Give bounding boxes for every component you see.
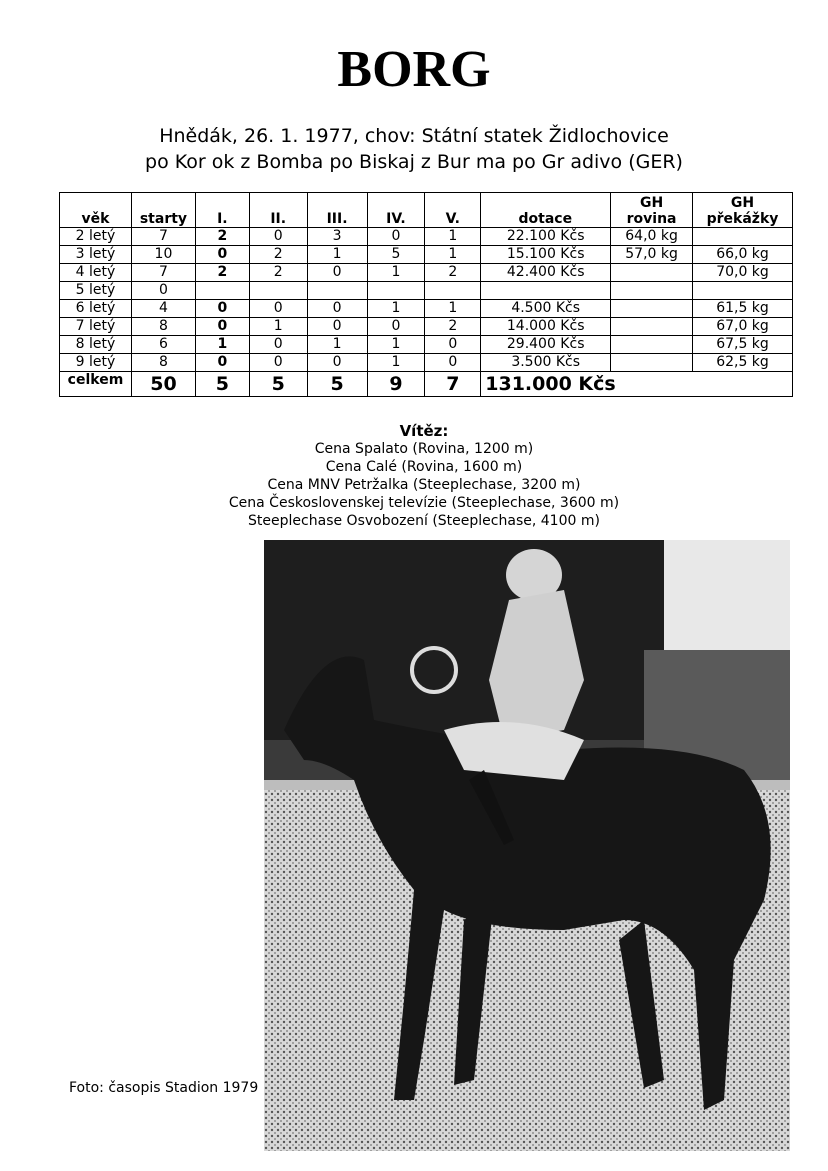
victories-heading: Vítěz: bbox=[399, 422, 449, 440]
table-row bbox=[60, 282, 793, 300]
photo-caption: Foto: časopis Stadion 1979 bbox=[69, 1080, 259, 1096]
table-cell-gh-flat bbox=[611, 354, 693, 372]
table-cell-p1: 2 bbox=[195, 264, 249, 282]
table-cell-prize: 14.000 Kčs bbox=[481, 318, 611, 336]
gh-sub: překážky bbox=[706, 211, 779, 227]
table-cell-starts: 8 bbox=[131, 318, 195, 336]
page-title: BORG bbox=[337, 41, 491, 98]
table-cell-age: 3 letý bbox=[60, 246, 132, 264]
total-cell-p5: 7 bbox=[425, 372, 481, 397]
table-cell-p1: 0 bbox=[195, 246, 249, 264]
victories-section bbox=[0, 422, 828, 530]
table-cell-p5: 0 bbox=[425, 336, 481, 354]
table-total-row bbox=[60, 372, 793, 397]
table-cell-starts: 7 bbox=[131, 264, 195, 282]
total-cell-p1: 5 bbox=[195, 372, 249, 397]
table-cell-starts: 8 bbox=[131, 354, 195, 372]
table-cell-gh-flat: 64,0 kg bbox=[611, 228, 693, 246]
total-cell-p3: 5 bbox=[307, 372, 367, 397]
table-cell-prize: 4.500 Kčs bbox=[481, 300, 611, 318]
table-row bbox=[60, 228, 793, 246]
table-cell-p1: 1 bbox=[195, 336, 249, 354]
table-cell-p2: 0 bbox=[249, 300, 307, 318]
table-cell-starts: 0 bbox=[131, 282, 195, 300]
table-cell-p4: 1 bbox=[367, 336, 425, 354]
table-cell-gh-flat bbox=[611, 300, 693, 318]
table-cell-p3: 0 bbox=[307, 264, 367, 282]
table-cell-p2: 2 bbox=[249, 246, 307, 264]
victory-item: Steeplechase Osvobození (Steeplechase, 4100 m) bbox=[248, 513, 600, 529]
table-row bbox=[60, 336, 793, 354]
table-cell-p1: 0 bbox=[195, 354, 249, 372]
table-row bbox=[60, 264, 793, 282]
table-cell-age: 7 letý bbox=[60, 318, 132, 336]
table-cell-age: 6 letý bbox=[60, 300, 132, 318]
total-cell-label: celkem bbox=[60, 372, 132, 397]
table-cell-p3: 0 bbox=[307, 318, 367, 336]
table-cell-prize: 3.500 Kčs bbox=[481, 354, 611, 372]
table-cell-p3: 0 bbox=[307, 300, 367, 318]
horse-photo-drawing bbox=[264, 540, 790, 1151]
col-header bbox=[611, 193, 693, 228]
table-row bbox=[60, 300, 793, 318]
col-header: IV. bbox=[367, 193, 425, 228]
table-cell-gh-flat bbox=[611, 318, 693, 336]
gh-label: GH bbox=[639, 195, 664, 211]
table-cell-gh-jump: 67,0 kg bbox=[693, 318, 793, 336]
table-cell-p5: 1 bbox=[425, 228, 481, 246]
table-cell-starts: 4 bbox=[131, 300, 195, 318]
table-cell-age: 8 letý bbox=[60, 336, 132, 354]
table-cell-p5: 2 bbox=[425, 264, 481, 282]
table-cell-gh-jump bbox=[693, 282, 793, 300]
table-cell-starts: 6 bbox=[131, 336, 195, 354]
gh-label: GH bbox=[730, 195, 755, 211]
table-cell-p4 bbox=[367, 282, 425, 300]
col-header: III. bbox=[307, 193, 367, 228]
table-cell-p1 bbox=[195, 282, 249, 300]
table-cell-starts: 10 bbox=[131, 246, 195, 264]
table-cell-prize: 15.100 Kčs bbox=[481, 246, 611, 264]
col-header: I. bbox=[195, 193, 249, 228]
table-cell-p3: 0 bbox=[307, 354, 367, 372]
table-cell-p1: 0 bbox=[195, 300, 249, 318]
total-cell-starts: 50 bbox=[131, 372, 195, 397]
table-cell-gh-flat bbox=[611, 264, 693, 282]
race-statistics-table bbox=[59, 192, 793, 397]
horse-photo bbox=[264, 540, 790, 1151]
gh-sub: rovina bbox=[626, 211, 677, 227]
col-header: starty bbox=[131, 193, 195, 228]
table-cell-gh-jump: 67,5 kg bbox=[693, 336, 793, 354]
table-cell-p2: 0 bbox=[249, 354, 307, 372]
table-cell-prize: 42.400 Kčs bbox=[481, 264, 611, 282]
col-header bbox=[693, 193, 793, 228]
table-cell-p1: 0 bbox=[195, 318, 249, 336]
table-cell-starts: 7 bbox=[131, 228, 195, 246]
victory-item: Cena Československej televízie (Steeplechase, 3600 m) bbox=[228, 495, 620, 511]
table-cell-age: 9 letý bbox=[60, 354, 132, 372]
col-header: dotace bbox=[481, 193, 611, 228]
table-cell-p4: 1 bbox=[367, 354, 425, 372]
table-cell-p1: 2 bbox=[195, 228, 249, 246]
table-cell-p2: 0 bbox=[249, 336, 307, 354]
table-cell-p2: 1 bbox=[249, 318, 307, 336]
victory-item: Cena Spalato (Rovina, 1200 m) bbox=[314, 441, 534, 457]
table-cell-p4: 0 bbox=[367, 228, 425, 246]
total-cell-prize: 131.000 Kčs bbox=[481, 372, 793, 397]
table-cell-prize: 29.400 Kčs bbox=[481, 336, 611, 354]
table-row bbox=[60, 354, 793, 372]
table-cell-prize bbox=[481, 282, 611, 300]
total-cell-p2: 5 bbox=[249, 372, 307, 397]
table-cell-gh-jump: 66,0 kg bbox=[693, 246, 793, 264]
col-header: věk bbox=[60, 193, 132, 228]
table-cell-gh-flat bbox=[611, 282, 693, 300]
table-cell-p2 bbox=[249, 282, 307, 300]
total-cell-p4: 9 bbox=[367, 372, 425, 397]
table-cell-gh-flat bbox=[611, 336, 693, 354]
table-cell-gh-jump bbox=[693, 228, 793, 246]
table-cell-p5 bbox=[425, 282, 481, 300]
table-cell-p5: 1 bbox=[425, 246, 481, 264]
table-header-row bbox=[60, 193, 793, 228]
table-cell-p3 bbox=[307, 282, 367, 300]
victory-item: Cena MNV Petržalka (Steeplechase, 3200 m) bbox=[267, 477, 581, 493]
table-cell-gh-jump: 61,5 kg bbox=[693, 300, 793, 318]
table-cell-p4: 1 bbox=[367, 264, 425, 282]
table-cell-p5: 0 bbox=[425, 354, 481, 372]
victory-item: Cena Calé (Rovina, 1600 m) bbox=[325, 459, 523, 475]
table-cell-age: 2 letý bbox=[60, 228, 132, 246]
table-cell-p2: 2 bbox=[249, 264, 307, 282]
horse-details: Hnědák, 26. 1. 1977, chov: Státní statek Židlochovice bbox=[159, 125, 669, 147]
table-cell-p5: 2 bbox=[425, 318, 481, 336]
table-cell-age: 4 letý bbox=[60, 264, 132, 282]
table-cell-gh-jump: 70,0 kg bbox=[693, 264, 793, 282]
pedigree: po Kor ok z Bomba po Biskaj z Bur ma po Gr adivo (GER) bbox=[145, 151, 683, 173]
table-cell-p3: 1 bbox=[307, 246, 367, 264]
col-header: II. bbox=[249, 193, 307, 228]
table-cell-p4: 5 bbox=[367, 246, 425, 264]
table-row bbox=[60, 318, 793, 336]
table-cell-p4: 1 bbox=[367, 300, 425, 318]
table-cell-gh-flat: 57,0 kg bbox=[611, 246, 693, 264]
table-cell-p5: 1 bbox=[425, 300, 481, 318]
table-cell-p3: 3 bbox=[307, 228, 367, 246]
table-cell-gh-jump: 62,5 kg bbox=[693, 354, 793, 372]
col-header: V. bbox=[425, 193, 481, 228]
table-cell-p4: 0 bbox=[367, 318, 425, 336]
table-cell-age: 5 letý bbox=[60, 282, 132, 300]
table-row bbox=[60, 246, 793, 264]
table-cell-prize: 22.100 Kčs bbox=[481, 228, 611, 246]
table-cell-p3: 1 bbox=[307, 336, 367, 354]
table-cell-p2: 0 bbox=[249, 228, 307, 246]
